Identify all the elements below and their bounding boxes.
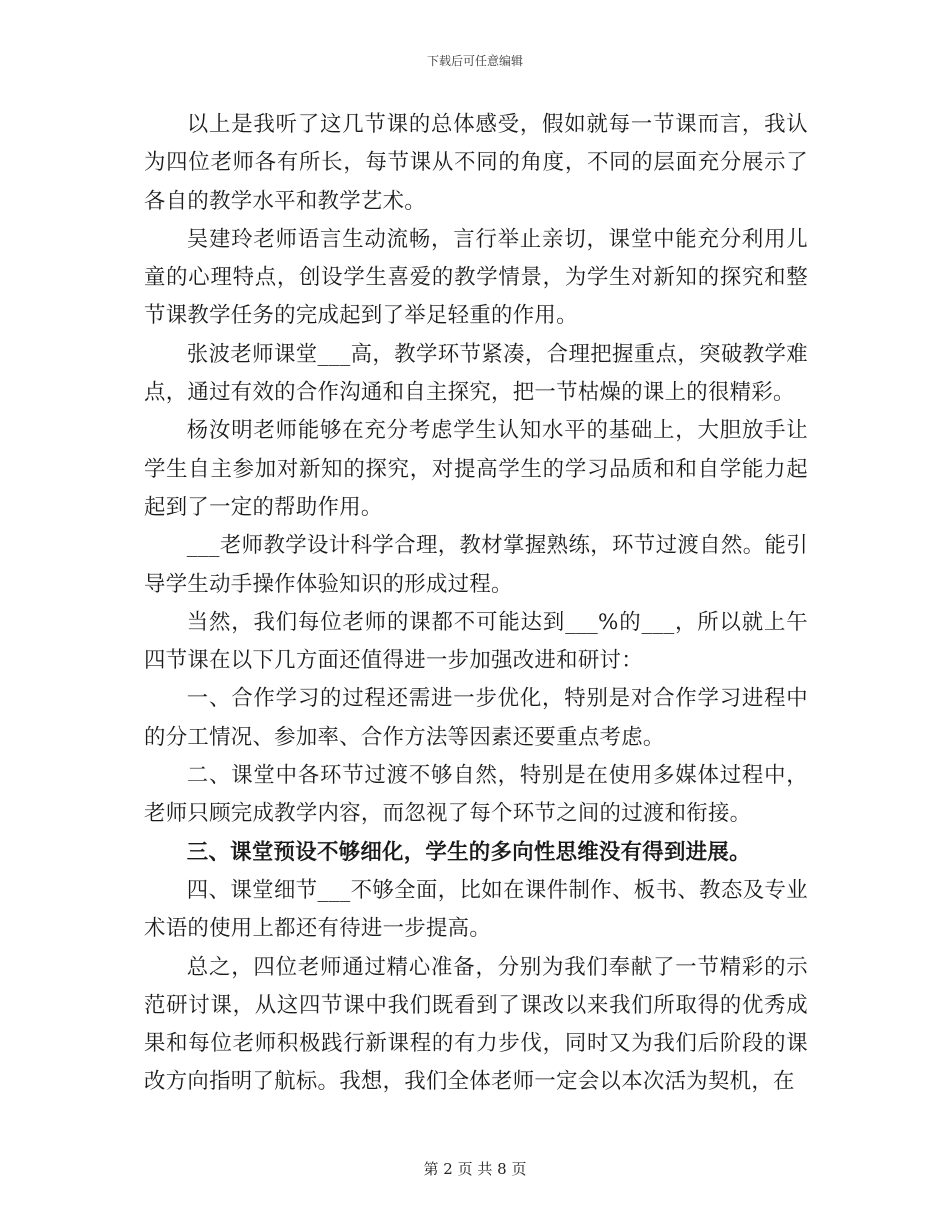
paragraph-conclusion: 总之，四位老师通过精心准备，分别为我们奉献了一节精彩的示范研讨课，从这四节课中我们既看到了课改以来我们所取得的优秀成果和每位老师积极践行新课程的有力步伐，同时又为我们后阶段的课改方向指明了航标。我想，我们全体老师一定会以本次活为契机，在	[144, 954, 808, 1095]
document-body	[144, 106, 808, 1102]
page-header: 下载后可任意编辑	[426, 54, 523, 68]
paragraph-point-one: 一、合作学习的过程还需进一步优化，特别是对合作学习进程中的分工情况、参加率、合作方法等因素还要重点考虑。	[144, 686, 808, 750]
paragraph-point-two: 二、课堂中各环节过渡不够自然，特别是在使用多媒体过程中，老师只顾完成教学内容，而忽视了每个环节之间的过渡和衔接。	[144, 763, 808, 827]
paragraph-summary: 以上是我听了这几节课的总体感受，假如就每一节课而言，我认为四位老师各有所长，每节课从不同的角度，不同的层面充分展示了各自的教学水平和教学艺术。	[144, 112, 808, 214]
paragraph-teacher-yang: 杨汝明老师能够在充分考虑学生认知水平的基础上，大胆放手让学生自主参加对新知的探究，对提高学生的学习品质和和自学能力起起到了一定的帮助作用。	[144, 418, 808, 520]
paragraph-point-four: 四、课堂细节___不够全面，比如在课件制作、板书、教态及专业术语的使用上都还有待进一步提高。	[144, 877, 808, 942]
page-number: 第 2 页 共 8 页	[423, 1160, 527, 1178]
paragraph-point-three: 三、课堂预设不够细化，学生的多向性思维没有得到进展。	[186, 839, 751, 865]
paragraph-teacher-blank: ___老师教学设计科学合理，教材掌握熟练，环节过渡自然。能引导学生动手操作体验知识的形成过程。	[144, 533, 808, 597]
paragraph-teacher-wu: 吴建玲老师语言生动流畅，言行举止亲切，课堂中能充分利用儿童的心理特点，创设学生喜爱的教学情景，为学生对新知的探究和整节课教学任务的完成起到了举足轻重的作用。	[144, 226, 808, 329]
paragraph-teacher-zhang: 张波老师课堂___高，教学环节紧凑，合理把握重点，突破教学难点，通过有效的合作沟通和自主探究，把一节枯燥的课上的很精彩。	[144, 341, 808, 406]
paragraph-improvement-intro: 当然，我们每位老师的课都不可能达到___%的___，所以就上午四节课在以下几方面还值得进一步加强改进和研讨：	[144, 609, 808, 674]
